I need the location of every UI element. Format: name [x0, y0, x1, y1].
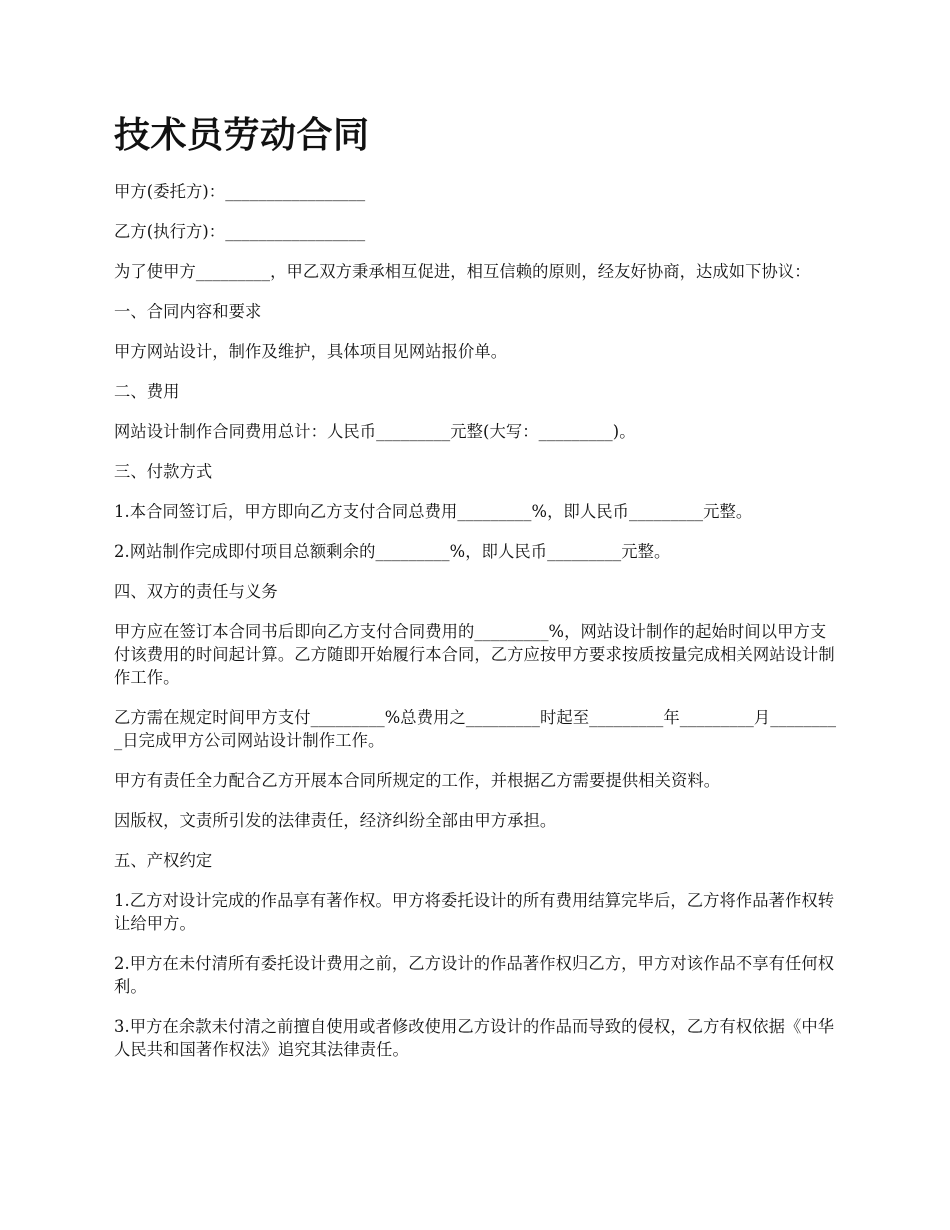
preamble-paragraph: 为了使甲方_________，甲乙双方秉承相互促进，相互信赖的原则，经友好协商，达成如下协议： — [114, 262, 811, 281]
duties-paragraph-3: 甲方有责任全力配合乙方开展本合同所规定的工作，并根据乙方需要提供相关资料。 — [114, 771, 721, 790]
duties-paragraph-1: 甲方应在签订本合同书后即向乙方支付合同费用的_________%，网站设计制作的起始时间以甲方支付该费用的时间起计算。乙方随即开始履行本合同，乙方应按甲方要求按质按量完成相关网站设计制作工作。 — [114, 622, 835, 687]
duties-paragraph-4: 因版权，文责所引发的法律责任，经济纠纷全部由甲方承担。 — [114, 811, 557, 830]
section-heading-duties: 四、双方的责任与义务 — [114, 582, 278, 601]
payment-clause-1: 1.本合同签订后，甲方即向乙方支付合同总费用_________%，即人民币_________元整。 — [114, 502, 753, 521]
section-heading-content: 一、合同内容和要求 — [114, 302, 262, 321]
document-page — [114, 110, 838, 1078]
ip-clause-1: 1.乙方对设计完成的作品享有著作权。甲方将委托设计的所有费用结算完毕后，乙方将作品著作权转让给甲方。 — [114, 891, 835, 933]
document-title: 技术员劳动合同 — [114, 115, 370, 156]
ip-clause-3: 3.甲方在余款未付清之前擅自使用或者修改使用乙方设计的作品而导致的侵权，乙方有权依据《中华人民共和国著作权法》追究其法律责任。 — [114, 1017, 835, 1059]
fee-paragraph: 网站设计制作合同费用总计：人民币_________元整(大写：_________)。 — [114, 422, 636, 441]
section-heading-ip: 五、产权约定 — [114, 851, 213, 870]
party-b-line: 乙方(执行方)：_________________ — [114, 222, 366, 241]
section-heading-payment: 三、付款方式 — [114, 462, 213, 481]
payment-clause-2: 2.网站制作完成即付项目总额剩余的_________%，即人民币_________元整。 — [114, 542, 671, 561]
ip-clause-2: 2.甲方在未付清所有委托设计费用之前，乙方设计的作品著作权归乙方，甲方对该作品不享有任何权利。 — [114, 954, 835, 996]
content-paragraph: 甲方网站设计，制作及维护，具体项目见网站报价单。 — [114, 342, 508, 361]
section-heading-fee: 二、费用 — [114, 382, 180, 401]
duties-paragraph-2: 乙方需在规定时间甲方支付_________%总费用之_________时起至_________年_________月_________日完成甲方公司网站设计制作工作。 — [114, 708, 837, 750]
party-a-line: 甲方(委托方)：_________________ — [114, 182, 366, 201]
